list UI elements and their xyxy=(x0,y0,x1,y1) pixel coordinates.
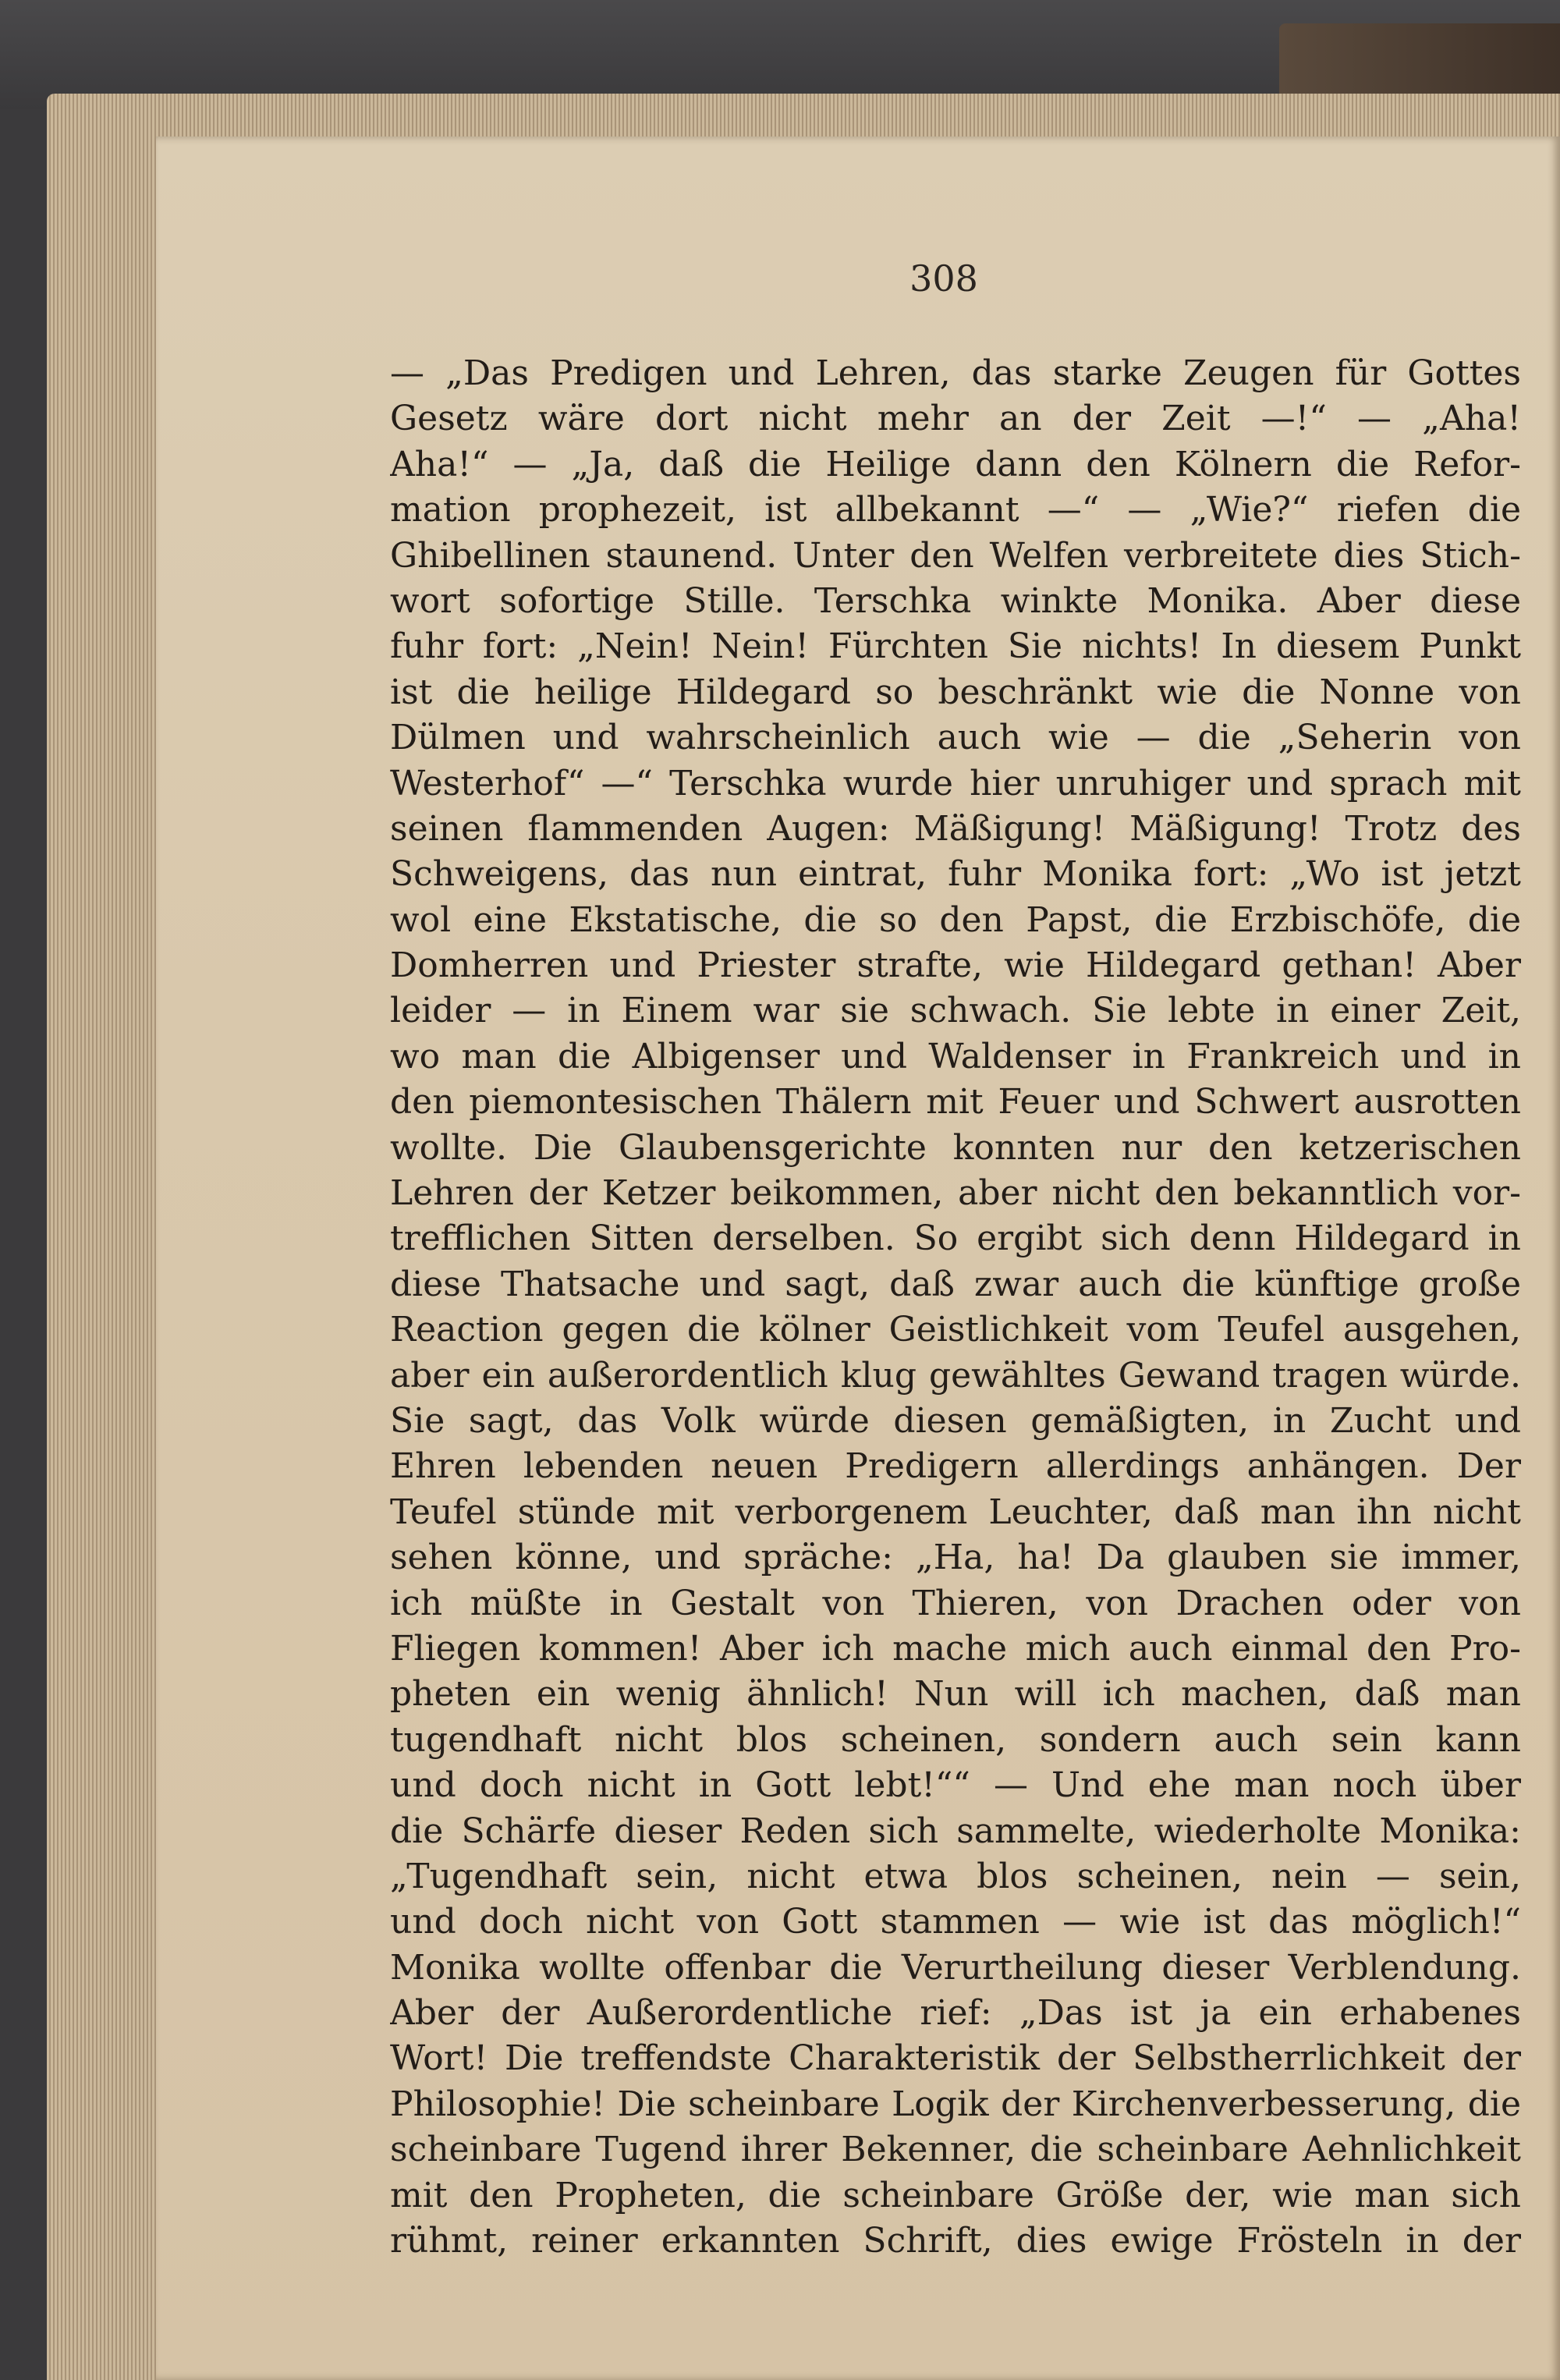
text-line: rühmt, reiner erkannten Schrift, dies ewige Frösteln in der xyxy=(390,2221,1521,2261)
text-line: aber ein außerordentlich klug gewähltes Gewand tragen würde. xyxy=(390,1355,1521,1396)
text-line: wol eine Ekstatische, die so den Papst, die Erzbischöfe, die xyxy=(390,899,1521,940)
text-line: und doch nicht von Gott stammen — wie ist das möglich!“ xyxy=(390,1902,1521,1942)
text-line: Gesetz wäre dort nicht mehr an der Zeit —!“ — „Aha! xyxy=(390,399,1521,439)
text-line: trefflichen Sitten derselben. So ergibt sich denn Hildegard in xyxy=(390,1218,1521,1259)
text-line: wo man die Albigenser und Waldenser in Frankreich und in xyxy=(390,1036,1521,1076)
text-line: Reaction gegen die kölner Geistlichkeit vom Teufel ausgehen, xyxy=(390,1310,1521,1350)
text-line: Ehren lebenden neuen Predigern allerdings anhängen. Der xyxy=(390,1446,1521,1487)
body-text xyxy=(390,351,1521,2264)
text-line: Schweigens, das nun eintrat, fuhr Monika fort: „Wo ist jetzt xyxy=(390,854,1521,895)
text-line: diese Thatsache und sagt, daß zwar auch die künftige große xyxy=(390,1264,1521,1304)
text-line: Dülmen und wahrscheinlich auch wie — die „Seherin von xyxy=(390,718,1521,758)
text-line: Wort! Die treffendste Charakteristik der Selbstherrlichkeit der xyxy=(390,2038,1521,2079)
text-line: Westerhof“ —“ Terschka wurde hier unruhiger und sprach mit xyxy=(390,763,1521,803)
text-line: mit den Propheten, die scheinbare Größe der, wie man sich xyxy=(390,2175,1521,2215)
text-line: mation prophezeit, ist allbekannt —“ — „Wie?“ riefen die xyxy=(390,490,1521,530)
text-line: sehen könne, und spräche: „Ha, ha! Da glauben sie immer, xyxy=(390,1538,1521,1578)
text-line: die Schärfe dieser Reden sich sammelte, wiederholte Monika: xyxy=(390,1811,1521,1851)
text-line: leider — in Einem war sie schwach. Sie lebte in einer Zeit, xyxy=(390,991,1521,1031)
text-line: Fliegen kommen! Aber ich mache mich auch einmal den Pro- xyxy=(390,1628,1521,1669)
text-line: scheinbare Tugend ihrer Bekenner, die scheinbare Aehnlichkeit xyxy=(390,2130,1521,2170)
text-line: Monika wollte offenbar die Verurtheilung dieser Verblendung. xyxy=(390,1947,1521,1988)
text-line: ich müßte in Gestalt von Thieren, von Drachen oder von xyxy=(390,1583,1521,1623)
text-line: seinen flammenden Augen: Mäßigung! Mäßigung! Trotz des xyxy=(390,808,1521,849)
text-line: „Tugendhaft sein, nicht etwa blos scheinen, nein — sein, xyxy=(390,1856,1521,1896)
text-line: Domherren und Priester strafte, wie Hildegard gethan! Aber xyxy=(390,945,1521,986)
text-line: Sie sagt, das Volk würde diesen gemäßigten, in Zucht und xyxy=(390,1400,1521,1441)
text-line: — „Das Predigen und Lehren, das starke Zeugen für Gottes xyxy=(390,353,1521,393)
text-line: Philosophie! Die scheinbare Logik der Kirchenverbesserung, die xyxy=(390,2084,1521,2124)
text-line: Teufel stünde mit verborgenem Leuchter, daß man ihn nicht xyxy=(390,1491,1521,1532)
text-line: den piemontesischen Thälern mit Feuer und Schwert ausrotten xyxy=(390,1082,1521,1123)
text-line: tugendhaft nicht blos scheinen, sondern auch sein kann xyxy=(390,1719,1521,1760)
text-line: Aha!“ — „Ja, daß die Heilige dann den Kölnern die Refor- xyxy=(390,444,1521,484)
text-line: Aber der Außerordentliche rief: „Das ist ja ein erhabenes xyxy=(390,1993,1521,2034)
text-line: pheten ein wenig ähnlich! Nun will ich machen, daß man xyxy=(390,1674,1521,1715)
text-line: fuhr fort: „Nein! Nein! Fürchten Sie nichts! In diesem Punkt xyxy=(390,626,1521,667)
text-line: wort sofortige Stille. Terschka winkte Monika. Aber diese xyxy=(390,580,1521,621)
text-line: wollte. Die Glaubensgerichte konnten nur den ketzerischen xyxy=(390,1127,1521,1168)
text-line: ist die heilige Hildegard so beschränkt wie die Nonne von xyxy=(390,672,1521,712)
text-line: und doch nicht in Gott lebt!““ — Und ehe man noch über xyxy=(390,1765,1521,1806)
page-number: 308 xyxy=(909,257,978,300)
text-line: Lehren der Ketzer beikommen, aber nicht den bekanntlich vor- xyxy=(390,1173,1521,1214)
text-line: Ghibellinen staunend. Unter den Welfen verbreitete dies Stich- xyxy=(390,535,1521,576)
